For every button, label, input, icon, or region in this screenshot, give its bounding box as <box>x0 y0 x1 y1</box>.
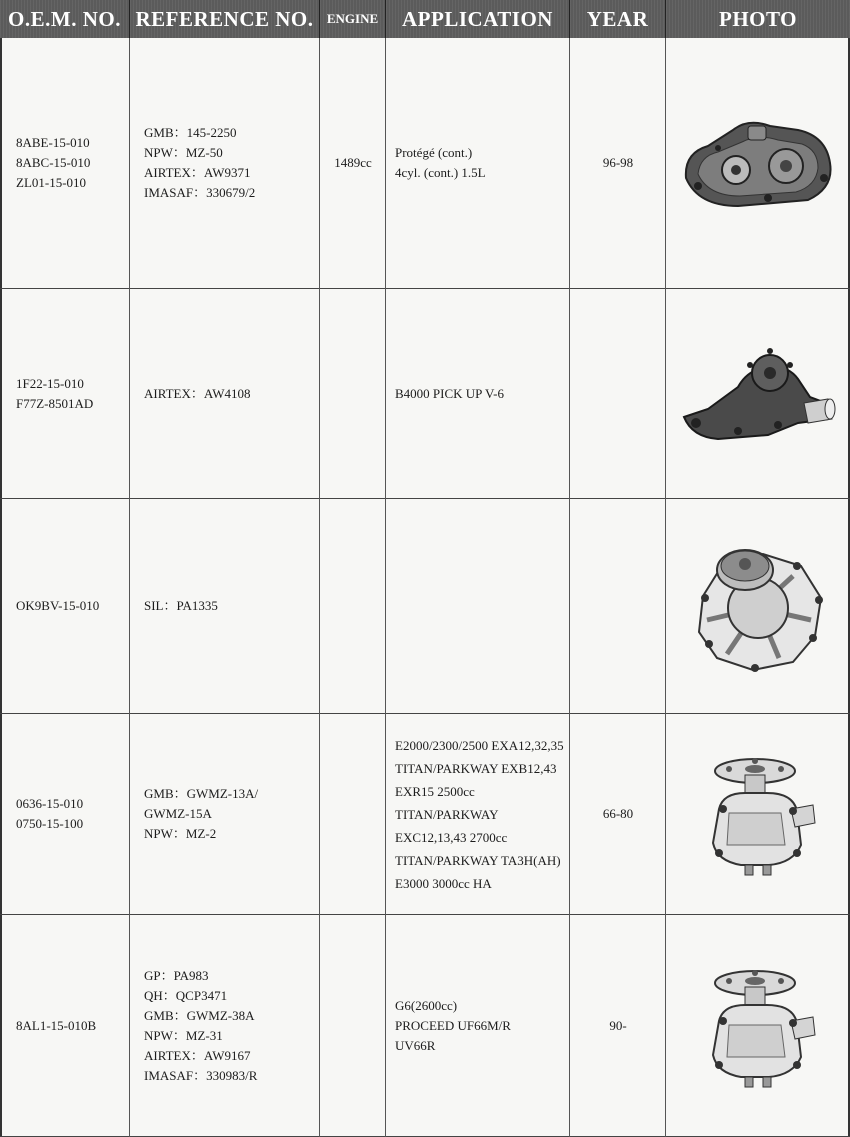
header-application: APPLICATION <box>386 0 570 38</box>
photo-cell <box>666 714 850 914</box>
engine-cell <box>320 714 386 914</box>
application-lines <box>395 734 564 895</box>
oem-line: 8ABE-15-010 <box>16 135 90 150</box>
reference-lines <box>144 384 251 404</box>
application-line: 4cyl. (cont.) 1.5L <box>395 165 486 180</box>
application-line: E2000/2300/2500 EXA12,32,35 <box>395 737 564 753</box>
application-line: TITAN/PARKWAY EXB12,43 <box>395 760 557 776</box>
reference-line: NPW：MZ-31 <box>144 1027 223 1043</box>
header-year: YEAR <box>570 0 666 38</box>
application-cell <box>386 915 570 1136</box>
oem-line: 8AL1-15-010B <box>16 1017 97 1033</box>
application-cell <box>386 38 570 288</box>
oem-lines <box>16 133 90 193</box>
photo-cell <box>666 499 850 713</box>
oem-cell <box>0 714 130 914</box>
reference-cell <box>130 38 320 288</box>
engine-cell <box>320 289 386 498</box>
year-cell: 96-98 <box>602 155 634 170</box>
engine-cell: 1489cc <box>334 155 372 170</box>
reference-lines <box>144 596 218 616</box>
reference-line: GP：PA983 <box>144 967 209 983</box>
application-line: B4000 PICK UP V-6 <box>395 385 504 401</box>
oem-cell <box>0 38 130 288</box>
photo-cell <box>666 289 850 498</box>
reference-line: AIRTEX：AW4108 <box>144 385 251 401</box>
oem-lines <box>16 596 99 616</box>
water-pump-flange-photo <box>683 536 833 676</box>
reference-line: NPW：MZ-50 <box>144 145 223 160</box>
water-pump-pulley-photo <box>693 961 823 1091</box>
reference-cell <box>130 915 320 1136</box>
reference-line: GMB：145-2250 <box>144 125 237 140</box>
engine-cell <box>320 915 386 1136</box>
table-row <box>0 499 850 714</box>
table-row <box>0 714 850 915</box>
application-cell <box>386 289 570 498</box>
water-pump-housing-photo <box>678 108 838 218</box>
reference-lines <box>144 784 258 844</box>
application-cell <box>386 499 570 713</box>
reference-line: AIRTEX：AW9371 <box>144 165 251 180</box>
year-cell: 66-80 <box>602 806 634 821</box>
application-line: Protégé (cont.) <box>395 145 473 160</box>
oem-line: 0636-15-010 <box>16 796 84 811</box>
column-divider <box>319 38 320 1137</box>
column-divider <box>665 38 666 1137</box>
water-pump-pulley-photo <box>693 749 823 879</box>
table-row <box>0 38 850 289</box>
reference-line: GMB：GWMZ-13A/ <box>144 786 259 801</box>
oem-cell <box>0 915 130 1136</box>
column-divider <box>129 38 130 1137</box>
reference-cell <box>130 289 320 498</box>
application-line: EXC12,13,43 2700cc <box>395 829 508 845</box>
reference-line: NPW：MZ-2 <box>144 826 217 841</box>
application-lines <box>395 996 511 1056</box>
header-engine: ENGINE <box>320 0 386 38</box>
application-line: TITAN/PARKWAY <box>395 806 499 822</box>
oem-line: ZL01-15-010 <box>16 175 87 190</box>
header-reference: REFERENCE NO. <box>130 0 320 38</box>
photo-cell <box>666 38 850 288</box>
oem-line: 0750-15-100 <box>16 816 84 831</box>
application-cell <box>386 714 570 914</box>
application-line: PROCEED UF66M/R <box>395 1017 511 1033</box>
year-cell <box>570 289 666 498</box>
table-row <box>0 289 850 499</box>
application-line: E3000 3000cc HA <box>395 875 492 891</box>
header-oem: O.E.M. NO. <box>0 0 130 38</box>
year-cell <box>570 499 666 713</box>
application-lines <box>395 384 504 404</box>
application-line: EXR15 2500cc <box>395 783 475 799</box>
reference-lines <box>144 966 257 1086</box>
reference-line: GWMZ-15A <box>144 806 212 821</box>
application-line: TITAN/PARKWAY TA3H(AH) <box>395 852 561 868</box>
oem-cell <box>0 499 130 713</box>
column-divider <box>569 38 570 1137</box>
oem-line: F77Z-8501AD <box>16 395 94 411</box>
header-photo: PHOTO <box>666 0 850 38</box>
reference-cell <box>130 714 320 914</box>
water-pump-long-housing-photo <box>678 339 838 449</box>
oem-lines <box>16 374 93 414</box>
engine-cell <box>320 499 386 713</box>
oem-cell <box>0 289 130 498</box>
reference-line: QH：QCP3471 <box>144 987 228 1003</box>
table-row <box>0 915 850 1137</box>
reference-line: GMB：GWMZ-38A <box>144 1007 255 1023</box>
reference-line: IMASAF：330679/2 <box>144 185 256 200</box>
reference-lines <box>144 123 255 203</box>
oem-line: OK9BV-15-010 <box>16 598 100 613</box>
reference-line: SIL：PA1335 <box>144 598 218 613</box>
year-cell: 90- <box>609 1017 627 1033</box>
reference-cell <box>130 499 320 713</box>
photo-cell <box>666 915 850 1136</box>
reference-line: IMASAF：330983/R <box>144 1067 258 1083</box>
application-line: UV66R <box>395 1037 436 1053</box>
oem-line: 1F22-15-010 <box>16 375 84 391</box>
oem-lines <box>16 794 83 834</box>
oem-lines <box>16 1016 96 1036</box>
reference-line: AIRTEX：AW9167 <box>144 1047 251 1063</box>
application-line: G6(2600cc) <box>395 997 458 1013</box>
column-divider <box>385 38 386 1137</box>
application-lines <box>395 143 486 183</box>
oem-line: 8ABC-15-010 <box>16 155 91 170</box>
